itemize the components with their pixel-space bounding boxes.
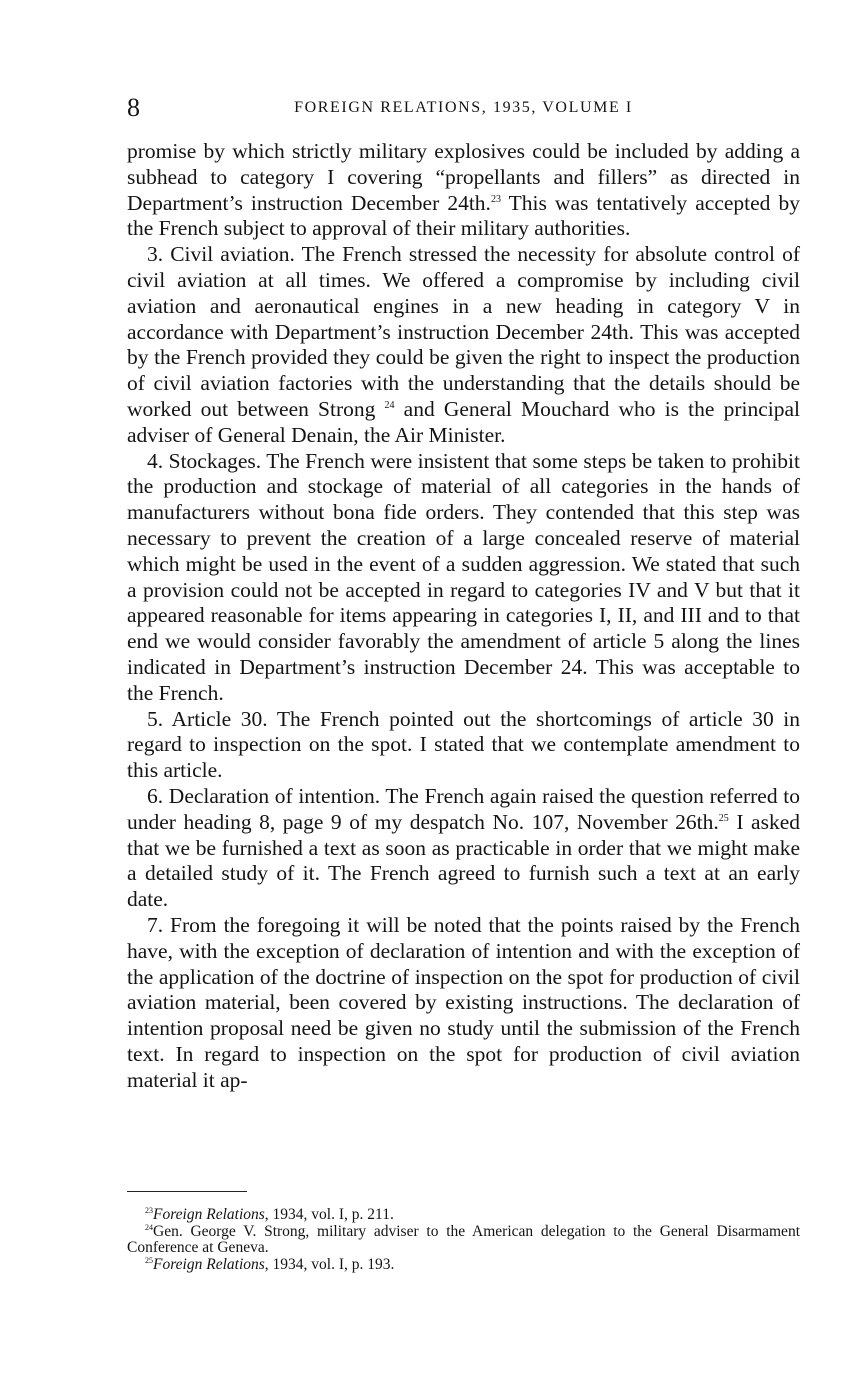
page-header: [127, 94, 800, 122]
footnote-ref: 24: [384, 399, 395, 411]
footnote-number: 23: [145, 1206, 153, 1215]
footnote-citation: , 1934, vol. I, p. 211.: [264, 1206, 394, 1223]
paragraph-stockages: 4. Stockages. The French were insistent that some steps be taken to prohibit the production and stockage of material of all categories in the hands of manufacturers without bona fide orders. They contended that this step was necessary to prevent the creation of a large concealed reserve of material which might be used in the event of a sudden aggression. We stated that such a provision could not be accepted in regard to categories IV and V but that it appeared reasonable for items appearing in categories I, II, and III and to that end we would consider favorably the amendment of article 5 along the lines indicated in Department’s instruction December 24. This was acceptable to the French.: [127, 448, 800, 705]
footnote-number: 24: [145, 1222, 153, 1232]
footnotes: [127, 1207, 800, 1273]
footnote-24: [127, 1224, 800, 1257]
paragraph-continued: [127, 139, 800, 242]
paragraph-declaration: [127, 784, 800, 913]
page-number: 8: [127, 93, 140, 122]
paragraph-text: I asked that we be furnished a text as soon as practicable in order that we might make a detailed study of it. The French agreed to furnish such a text at an early date.: [127, 809, 800, 912]
paragraph-text: This was tentatively accepted by the French subject to approval of their military authorities.: [127, 190, 800, 241]
paragraph-text: and General Mouchard who is the principal adviser of General Denain, the Air Minister.: [127, 396, 801, 447]
footnote-number: 25: [145, 1255, 153, 1265]
footnote-text: Gen. George V. Strong, military adviser to the American delegation to the General Disarmament Conference at Geneva.: [127, 1222, 800, 1256]
paragraph-article-30: 5. Article 30. The French pointed out the shortcomings of article 30 in regard to inspection on the spot. I stated that we contemplate amendment to this article.: [127, 706, 800, 783]
paragraph-civil-aviation: [127, 242, 800, 448]
body-text: [127, 139, 800, 1093]
footnote-ref: 23: [490, 193, 501, 205]
paragraph-text: promise by which strictly military explosives could be included by adding a subhead to category I covering “propellants and fillers” as directed in Department’s instruction December 24th.: [127, 139, 800, 215]
running-title: FOREIGN RELATIONS, 1935, VOLUME I: [294, 99, 633, 116]
footnote-23: [127, 1207, 800, 1224]
paragraph-foregoing: 7. From the foregoing it will be noted that the points raised by the French have, with the exception of declaration of intention and with the exception of the application of the doctrine of inspection on the spot for production of civil aviation material, been covered by existing instructions. The declaration of intention proposal need be given no study until the submission of the French text. In regard to inspection on the spot for production of civil aviation material it ap-: [127, 912, 800, 1092]
footnote-citation-title: Foreign Relations: [153, 1255, 265, 1273]
footnote-divider: [127, 1191, 247, 1192]
footnote-citation: , 1934, vol. I, p. 193.: [264, 1255, 395, 1273]
footnote-25: [127, 1257, 800, 1274]
footnote-ref: 25: [718, 812, 729, 824]
paragraph-text: 6. Declaration of intention. The French again raised the question referred to under heading 8, page 9 of my despatch No. 107, November 26th.: [127, 783, 800, 834]
footnote-citation-title: Foreign Relations: [153, 1206, 265, 1223]
paragraph-text: 3. Civil aviation. The French stressed the necessity for absolute control of civil aviation at all times. We offered a compromise by including civil aviation and aeronautical engines in a new heading in category V in accordance with Department’s instruction December 24th. This was accepted by the French provided they could be given the right to inspect the production of civil aviation factories with the understanding that the details should be worked out between Strong: [127, 242, 800, 421]
